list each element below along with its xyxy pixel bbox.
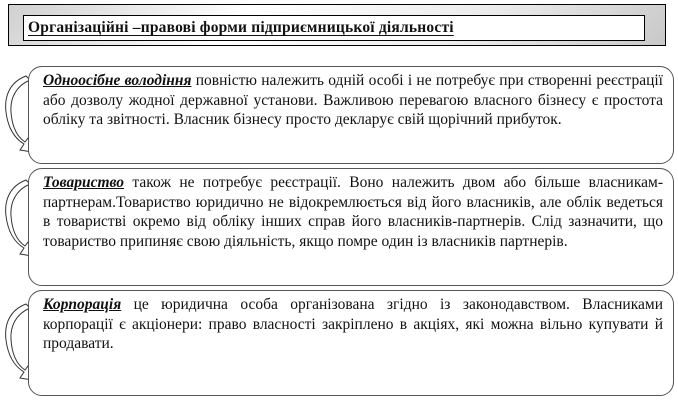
title-box <box>8 4 666 46</box>
title-frame <box>23 15 645 41</box>
card-term: Товариство <box>43 174 125 191</box>
diagram-title: Організаційні –правові форми підприємницької діяльності <box>28 19 454 36</box>
card-term: Корпорація <box>43 296 122 313</box>
card-corporation <box>28 290 674 396</box>
card-partnership <box>28 168 674 286</box>
card-text: це юридична особа організована згідно із законодавством. Власниками корпорації є акціонери: право власності закріплено в акціях, які можна вільно купувати й продавати. <box>43 296 663 353</box>
card-term: Одноосібне володіння <box>43 72 192 89</box>
card-text: повністю належить одній особі і не потребує при створенні реєстрації або дозволу жодної державної установи. Важливою перевагою власного бізнесу є простота обліку та звітності. Власник бізнесу просто декларує свій щорічний прибуток. <box>43 72 663 129</box>
card-sole-proprietorship <box>28 66 674 164</box>
card-text: також не потребує реєстрації. Воно належить двом або більше власникам-партнерам.Товариство юридично не відокремлюється від його власників, але облік ведеться в товаристві окремо від обліку інших справ його власників-партнерів. Слід зазначити, що товариство припиняє свою діяльність, якщо помре один із власників партнерів. <box>43 174 663 250</box>
